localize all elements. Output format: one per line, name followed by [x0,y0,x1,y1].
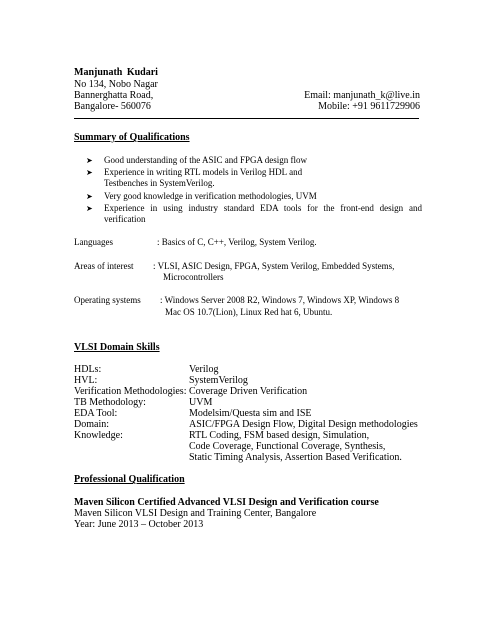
candidate-name: Manjunath Kudari [74,67,158,78]
skill-value: Coverage Driven Verification [189,386,308,397]
skill-value: SystemVerilog [189,375,248,386]
summary-heading: Summary of Qualifications [74,132,190,143]
address-line-3: Bangalore- 560076 [74,101,151,112]
summary-bullet: Very good knowledge in verification methodologies, UVM [104,191,317,201]
languages-label: Languages [74,237,113,247]
knowledge-continuation-2: Static Timing Analysis, Assertion Based Verification. [189,452,402,463]
course-year: Year: June 2013 – October 2013 [74,519,204,530]
vlsi-heading: VLSI Domain Skills [74,342,160,353]
skill-value: Modelsim/Questa sim and ISE [189,408,312,419]
summary-bullet: Experience in using industry standard EDA tools for the front-end design and verification [104,203,422,224]
arrow-bullet-icon: ➤ [86,168,93,177]
skill-value: UVM [189,397,213,408]
areas-value-line-1: : VLSI, ASIC Design, FPGA, System Verilog, Embedded Systems, [153,261,395,271]
header-divider [74,118,419,119]
address-line-1: No 134, Nobo Nagar [74,79,158,90]
skill-label: Verification Methodologies: [74,386,187,397]
os-value-line-1: : Windows Server 2008 R2, Windows 7, Windows XP, Windows 8 [160,295,400,305]
address-line-2: Bannerghatta Road, [74,90,154,101]
skill-value: RTL Coding, FSM based design, Simulation, [189,430,370,441]
skill-label: Domain: [74,419,109,430]
skill-value: Verilog [189,364,219,375]
skill-label: Knowledge: [74,430,123,441]
areas-label: Areas of interest [74,261,134,271]
skill-label: TB Methodology: [74,397,146,408]
languages-value: : Basics of C, C++, Verilog, System Verilog. [157,237,317,247]
arrow-bullet-icon: ➤ [86,204,93,213]
professional-heading: Professional Qualification [74,474,185,485]
arrow-bullet-icon: ➤ [86,192,93,201]
course-institute: Maven Silicon VLSI Design and Training Center, Bangalore [74,508,317,519]
arrow-bullet-icon: ➤ [86,156,93,165]
skill-label: HDLs: [74,364,102,375]
summary-bullet: Good understanding of the ASIC and FPGA design flow [104,155,307,165]
mobile: Mobile: +91 9611729906 [318,101,420,112]
email: Email: manjunath_k@live.in [304,90,420,101]
knowledge-continuation-1: Code Coverage, Functional Coverage, Synthesis, [189,441,386,452]
os-label: Operating systems [74,295,141,305]
os-value-line-2: Mac OS 10.7(Lion), Linux Red hat 6, Ubuntu. [165,307,333,317]
skill-label: EDA Tool: [74,408,118,419]
summary-bullet: Experience in writing RTL models in Verilog HDL and Testbenches in SystemVerilog. [104,167,303,188]
areas-value-line-2: Microcontrollers [163,272,224,282]
course-title: Maven Silicon Certified Advanced VLSI Design and Verification course [74,497,379,508]
skill-label: HVL: [74,375,98,386]
skill-value: ASIC/FPGA Design Flow, Digital Design methodologies [189,419,418,430]
